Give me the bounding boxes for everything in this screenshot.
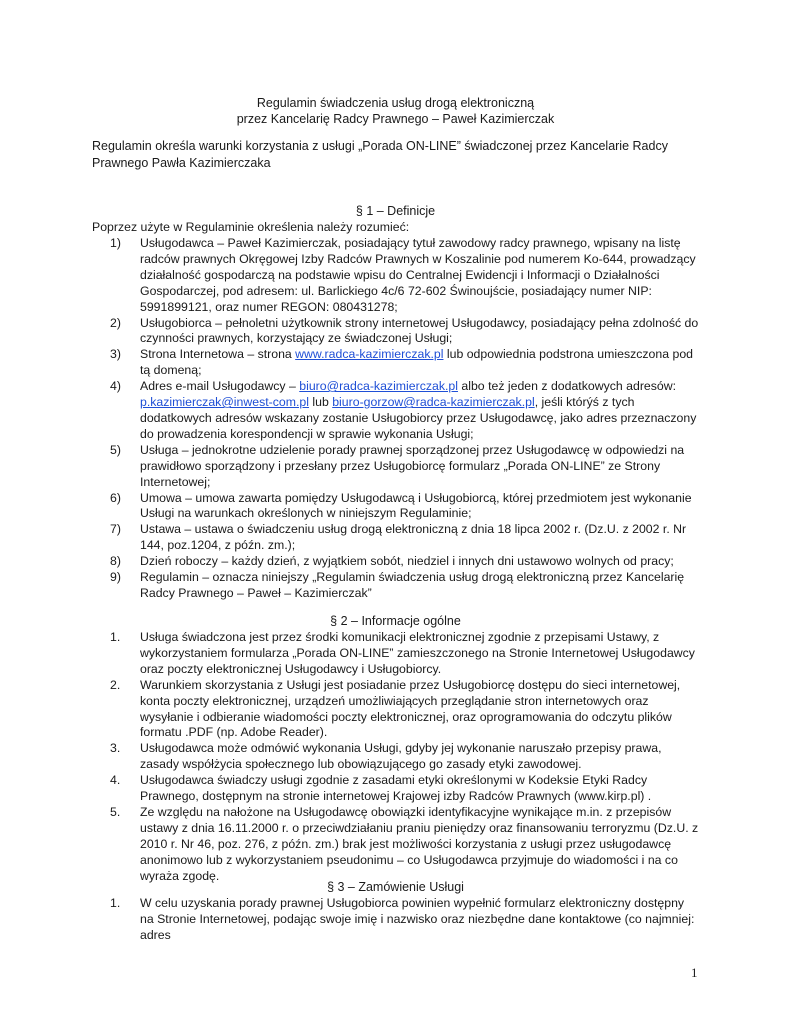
- list-item-number: 3): [110, 347, 121, 362]
- list-item-number: 9): [110, 570, 121, 585]
- list-item-text: Umowa – umowa zawarta pomiędzy Usługodawcą i Usługobiorcą, której przedmiotem jest wykonanie Usługi na warunkach określonych w niniejszym Regulaminie;: [140, 490, 692, 521]
- website-link[interactable]: www.radca-kazimierczak.pl: [295, 347, 444, 362]
- list-item-text: Usługa świadczona jest przez środki komunikacji elektronicznej zgodnie z przepisami Ustawy, z wykorzystaniem formularza „Porada ON-LINE” zamieszczonego na Stronie Internetowej Usługodawcy oraz poczty elektronicznej Usługodawcy i Usługobiorcy.: [140, 630, 695, 676]
- intro-paragraph: Regulamin określa warunki korzystania z usługi „Porada ON-LINE” świadczonej przez Kancelarie Radcy Prawnego Pawła Kazimierczaka: [92, 139, 668, 170]
- list-item-number: 2): [110, 315, 121, 330]
- list-item-text: Strona Internetowa – strona www.radca-kazimierczak.pl lub odpowiednia podstrona umieszczona pod tą domeną;: [140, 347, 693, 378]
- list-item: [110, 741, 700, 773]
- list-item-text: Dzień roboczy – każdy dzień, z wyjątkiem sobót, niedziel i innych dni ustawowo wolnych od pracy;: [140, 554, 674, 569]
- list-item: [110, 554, 700, 570]
- list-item: [110, 443, 700, 491]
- list-item-number: 5.: [110, 804, 121, 819]
- section-1-intro: Poprzez użyte w Regulaminie określenia należy rozumieć:: [92, 220, 410, 234]
- list-item-text: Usługodawca może odmówić wykonania Usługi, gdyby jej wykonanie naruszało przepisy prawa, zasady współżycia społecznego lub obowiązującego go zasady etyki zawodowej.: [140, 741, 662, 772]
- list-item-text: Ustawa – ustawa o świadczeniu usług drogą elektroniczną z dnia 18 lipca 2002 r. (Dz.U. z 2002 r. Nr 144, poz.1204, z późn. zm.);: [140, 522, 687, 553]
- list-item-number: 4): [110, 379, 121, 394]
- list-item-text: W celu uzyskania porady prawnej Usługobiorca powinien wypełnić formularz elektroniczny dostępny na Stronie Internetowej, podając swoje imię i nazwisko oraz niezbędne dane kontaktowe (co najmniej: adres: [140, 896, 695, 942]
- list-item: [110, 347, 700, 379]
- list-item-number: 8): [110, 554, 121, 569]
- list-item-number: 1.: [110, 896, 121, 910]
- list-item: [110, 805, 700, 885]
- page-number: 1: [691, 965, 698, 980]
- list-item-number: 7): [110, 522, 121, 537]
- email-link-biuro[interactable]: biuro@radca-kazimierczak.pl: [299, 379, 458, 394]
- document-subtitle: przez Kancelarię Radcy Prawnego – Paweł Kazimierczak: [236, 112, 555, 126]
- list-item-text: Warunkiem skorzystania z Usługi jest posiadanie przez Usługobiorcę dostępu do sieci internetowej, konta poczty elektronicznej, urządzeń umożliwiających przeglądanie stron internetowych oraz wysyłanie i odbieranie wiadomości poczty elektronicznej, oraz oprogramowania do odczytu plików formatu .PDF (np. Adobe Reader).: [140, 677, 681, 740]
- list-item: [110, 491, 700, 523]
- section-3-list: [110, 896, 700, 944]
- list-item: [110, 678, 700, 742]
- section-2-list: [110, 630, 700, 885]
- list-item: [110, 236, 700, 316]
- email-link-gorzow[interactable]: biuro-gorzow@radca-kazimierczak.pl: [332, 395, 535, 410]
- list-item: [110, 570, 700, 602]
- list-item-text: Usługobiorca – pełnoletni użytkownik strony internetowej Usługodawcy, posiadający pełna zdolność do czynności prawnych, korzystający ze świadczonej Usługi;: [140, 315, 699, 346]
- list-item: [110, 522, 700, 554]
- document-title: Regulamin świadczenia usług drogą elektroniczną: [256, 96, 535, 110]
- list-item-number: 4.: [110, 773, 121, 788]
- list-item-text: Regulamin – oznacza niniejszy „Regulamin świadczenia usług drogą elektroniczną przez Kancelarię Radcy Prawnego – Paweł – Kazimierczak”: [140, 570, 685, 600]
- list-item-number: 5): [110, 442, 121, 457]
- list-item-text: Usługodawca świadczy usługi zgodnie z zasadami etyki określonymi w Kodeksie Etyki Radcy Prawnego, dostępnym na stronie internetowej Krajowej izby Radców Prawnych (www.kirp.pl) .: [140, 773, 652, 804]
- list-item-number: 1.: [110, 630, 121, 644]
- list-item-text: Usługodawca – Paweł Kazimierczak, posiadający tytuł zawodowy radcy prawnego, wpisany na listę radców prawnych Okręgowej Izby Radców Prawnych w Koszalinie pod numerem Ko-644, prowadzący działalność gospodarczą na podstawie wpisu do Centralnej Ewidencji i Informacji o Działalności Gospodarczej, pod adresem: ul. Barlickiego 4c/6 72-602 Świnoujście, posiadający numer NIP: 5991899121, oraz numer REGON: 080431278;: [140, 236, 696, 314]
- email-link-kazimierczak[interactable]: p.kazimierczak@inwest-com.pl: [140, 395, 309, 410]
- list-item: [110, 379, 700, 443]
- list-item: [110, 630, 700, 678]
- section-3-heading: § 3 – Zamówienie Usługi: [327, 880, 464, 894]
- section-1-list: [110, 236, 700, 602]
- list-item: [110, 773, 700, 805]
- section-1-heading: § 1 – Definicje: [355, 204, 436, 218]
- list-item-number: 2.: [110, 677, 121, 692]
- list-item-text: Adres e-mail Usługodawcy – biuro@radca-kazimierczak.pl albo też jeden z dodatkowych adresów: p.kazimierczak@inwest-com.pl lub biuro-gorzow@radca-kazimierczak.pl, jeśli którýś z tych dodatkowych adresów wskazany zostanie Usługobiorcy przez Usługodawcę, jako adres przeznaczony do prowadzenia korespondencji w sprawie wykonania Usługi;: [140, 379, 697, 441]
- list-item: [110, 316, 700, 348]
- list-item-number: 6): [110, 490, 121, 505]
- list-item: [110, 896, 700, 944]
- list-item-number: 1): [110, 236, 121, 250]
- list-item-text: Ze względu na nałożone na Usługodawcę obowiązki identyfikacyjne wynikające m.in. z przepisów ustawy z dnia 16.11.2000 r. o przeciwdziałaniu praniu pieniędzy oraz finansowaniu terroryzmu (Dz.U. z 2010 r. Nr 46, poz. 276, z późn. zm.) brak jest możliwości korzystania z usługi przez usługodawcę anonimowo lub z wykorzystaniem pseudonimu – co Usługodawca przyjmuje do wiadomości i na co wyraża zgodę.: [140, 804, 699, 883]
- section-2-heading: § 2 – Informacje ogólne: [330, 614, 461, 628]
- list-item-number: 3.: [110, 741, 121, 756]
- list-item-text: Usługa – jednokrotne udzielenie porady prawnej sporządzonej przez Usługodawcę w odpowiedzi na prawidłowo sporządzony i przesłany przez Usługobiorcę formularz „Porada ON-LINE” ze Strony Internetowej;: [140, 442, 685, 489]
